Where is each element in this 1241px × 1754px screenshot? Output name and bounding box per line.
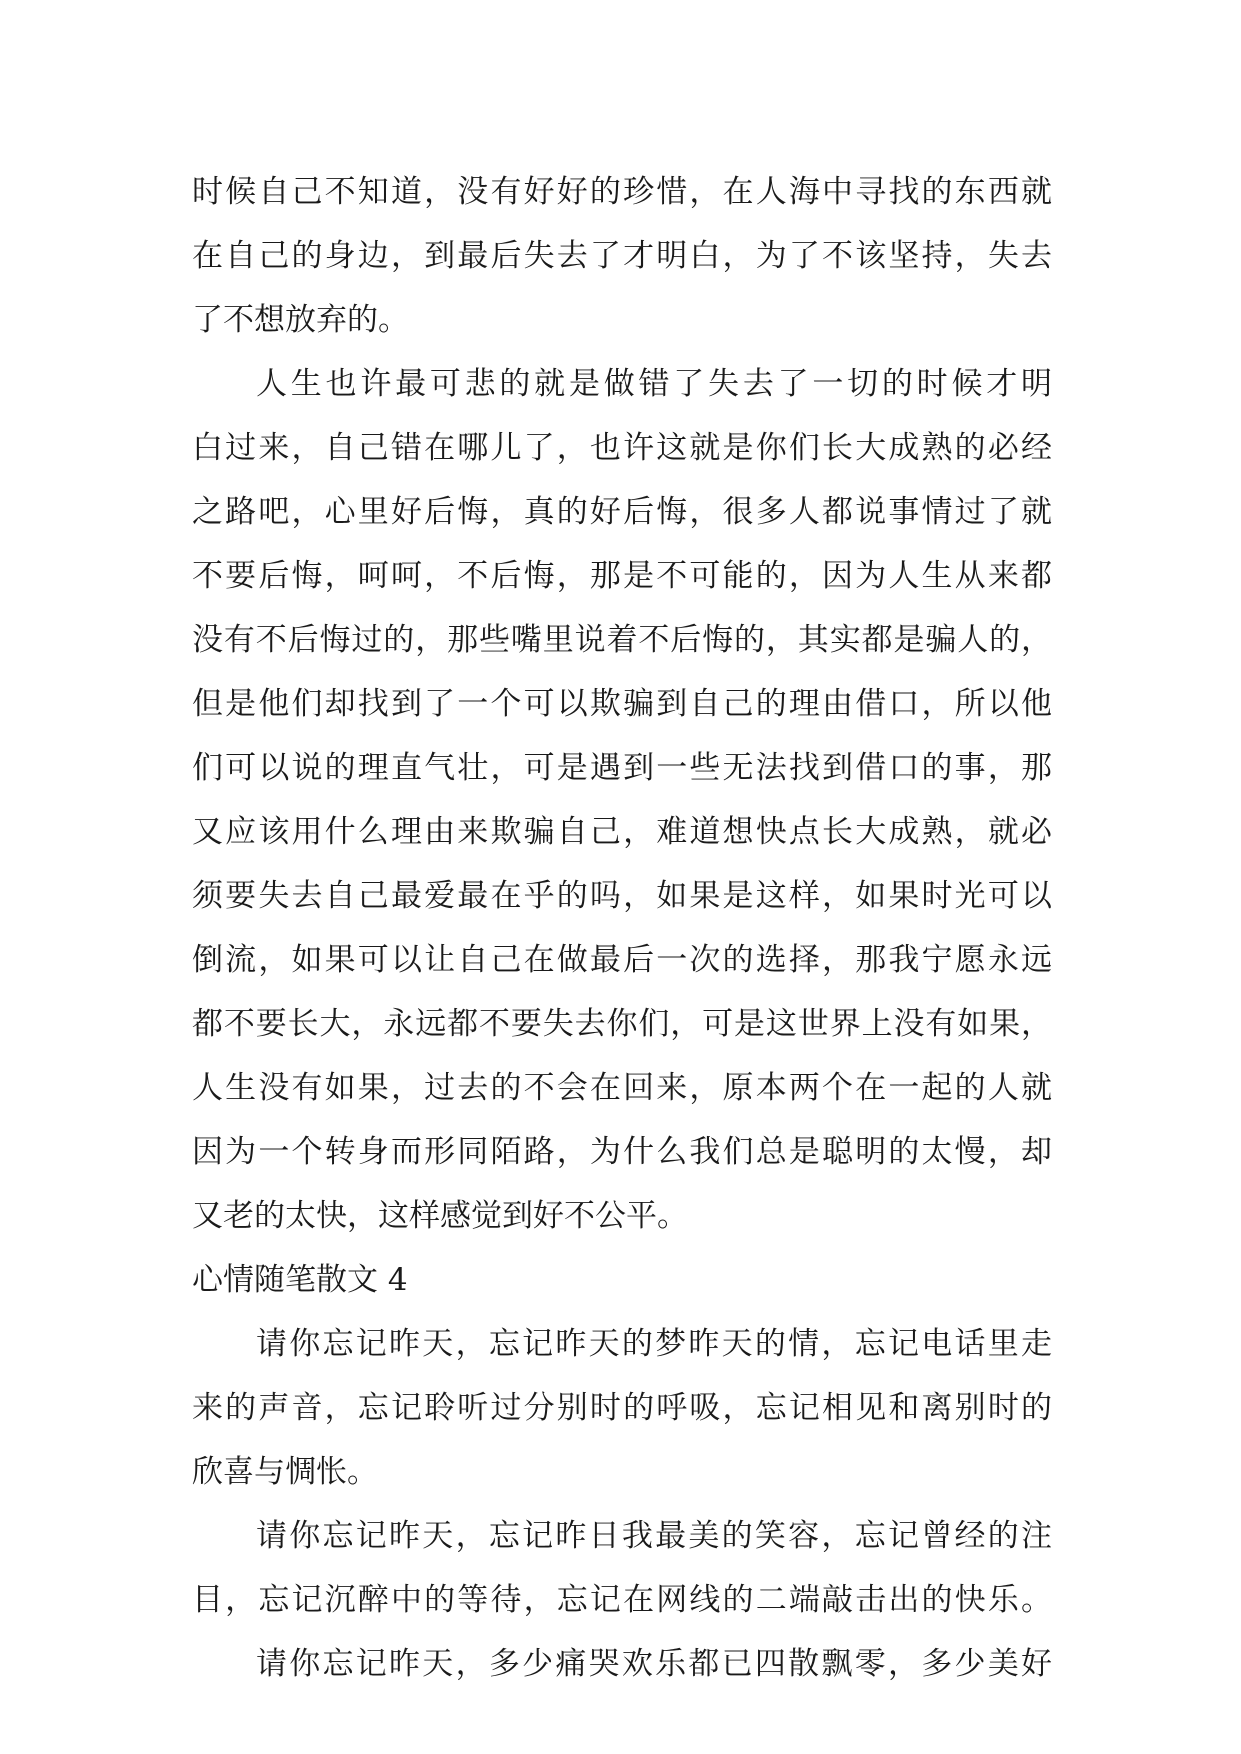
text-line: 之路吧，心里好后悔，真的好后悔，很多人都说事情过了就 <box>192 494 1052 530</box>
text-line: 时候自己不知道，没有好好的珍惜，在人海中寻找的东西就 <box>192 174 1052 210</box>
text-line: 须要失去自己最爱最在乎的吗，如果是这样，如果时光可以 <box>192 878 1052 914</box>
text-line: 都不要长大，永远都不要失去你们，可是这世界上没有如果， <box>192 1006 1052 1042</box>
document-body <box>192 160 1052 1696</box>
section-heading: 心情随笔散文 4 <box>192 1262 408 1298</box>
text-line: 因为一个转身而形同陌路，为什么我们总是聪明的太慢，却 <box>192 1134 1052 1170</box>
text-line: 欣喜与惆怅。 <box>192 1454 378 1490</box>
text-line: 人生没有如果，过去的不会在回来，原本两个在一起的人就 <box>192 1070 1052 1106</box>
text-line: 了不想放弃的。 <box>192 302 409 338</box>
text-line: 请你忘记昨天，多少痛哭欢乐都已四散飘零，多少美好 <box>256 1646 1052 1682</box>
text-line: 没有不后悔过的，那些嘴里说着不后悔的，其实都是骗人的， <box>192 622 1052 658</box>
text-line: 又应该用什么理由来欺骗自己，难道想快点长大成熟，就必 <box>192 814 1052 850</box>
text-line: 在自己的身边，到最后失去了才明白，为了不该坚持，失去 <box>192 238 1052 274</box>
text-line: 们可以说的理直气壮，可是遇到一些无法找到借口的事，那 <box>192 750 1052 786</box>
text-line: 来的声音，忘记聆听过分别时的呼吸，忘记相见和离别时的 <box>192 1390 1052 1426</box>
text-line: 不要后悔，呵呵，不后悔，那是不可能的，因为人生从来都 <box>192 558 1052 594</box>
text-line: 但是他们却找到了一个可以欺骗到自己的理由借口，所以他 <box>192 686 1052 722</box>
text-line: 请你忘记昨天，忘记昨天的梦昨天的情，忘记电话里走 <box>256 1326 1052 1362</box>
text-line: 目，忘记沉醉中的等待，忘记在网线的二端敲击出的快乐。 <box>192 1582 1052 1618</box>
text-line: 人生也许最可悲的就是做错了失去了一切的时候才明 <box>256 366 1052 402</box>
text-line: 白过来，自己错在哪儿了，也许这就是你们长大成熟的必经 <box>192 430 1052 466</box>
text-line: 又老的太快，这样感觉到好不公平。 <box>192 1198 688 1234</box>
text-line: 倒流，如果可以让自己在做最后一次的选择，那我宁愿永远 <box>192 942 1052 978</box>
text-line: 请你忘记昨天，忘记昨日我最美的笑容，忘记曾经的注 <box>256 1518 1052 1554</box>
